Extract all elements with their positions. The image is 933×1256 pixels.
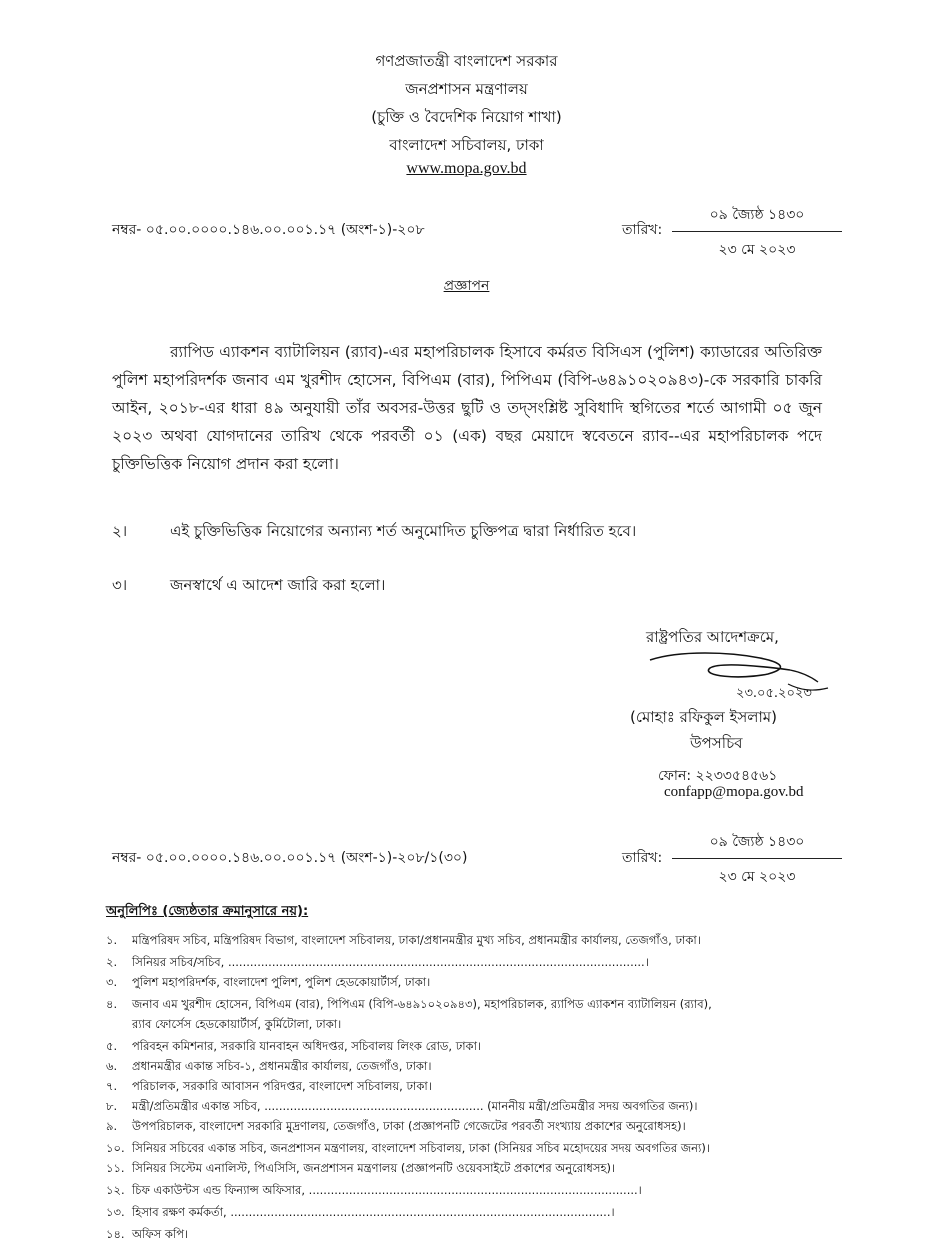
item2-text: এই চুক্তিভিত্তিক নিয়োগের অন্যান্য শর্ত অনুমোদিত চুক্তিপত্র দ্বারা নির্ধারিত হবে। — [170, 522, 637, 540]
list-item: ১৪. অফিস কপি। — [106, 1227, 189, 1241]
document-title: প্রজ্ঞাপন — [443, 278, 490, 294]
signatory-designation: উপসচিব — [690, 734, 743, 752]
signatory-name: (মোহাঃ রফিকুল ইসলাম) — [630, 708, 777, 726]
list-item: ১২. চিফ একাউন্টস এন্ড ফিন্যান্স অফিসার, ..........................................................................................। — [106, 1183, 642, 1197]
signature-date: ২৩.০৫.২০২৩ — [736, 686, 812, 701]
list-item: ৫. পরিবহন কমিশনার, সরকারি যানবাহন অধিদপ্তর, সচিবালয় লিংক রোড, ঢাকা। — [106, 1039, 482, 1053]
list-item: ১. মন্ত্রিপরিষদ সচিব, মন্ত্রিপরিষদ বিভাগ, বাংলাদেশ সচিবালয়, ঢাকা/প্রধানমন্ত্রীর মুখ্য সচিব, প্রধানমন্ত্রীর কার্যালয়, তেজগাঁও, ঢাকা। — [106, 933, 701, 947]
list-item: ৭. পরিচালক, সরকারি আবাসন পরিদপ্তর, বাংলাদেশ সচিবালয়, ঢাকা। — [106, 1079, 432, 1093]
main-paragraph: র‍্যাপিড এ্যাকশন ব্যাটালিয়ন (র‍্যাব)-এর মহাপরিচালক হিসাবে কর্মরত বিসিএস (পুলিশ) ক্যাডারের অতিরিক্ত পুলিশ মহাপরিদর্শক জনাব এম খুরশীদ হোসেন, বিপিএম (বার), পিপিএম (বিপি-৬৪৯১০২০৯৪৩)-কে সরকারি চাকরি আইন, ২০১৮-এর ধারা ৪৯ অনুযায়ী তাঁর অবসর-উত্তর ছুটি ও তদ্‌সংশ্লিষ্ট সুবিধাদি স্থগিতের শর্তে আগামী ০৫ জুন ২০২৩ অথবা যোগদানের তারিখ থেকে পরবর্তী ০১ (এক) বছর মেয়াদে স্ববেতনে র‍্যাব--এর মহাপরিচালক পদে চুক্তিভিত্তিক নিয়োগ প্রদান করা হলো। — [112, 343, 822, 473]
item3-text: জনস্বার্থে এ আদেশ জারি করা হলো। — [170, 576, 386, 594]
memo2-date-bangla: ০৯ জ্যৈষ্ঠ ১৪৩০ — [672, 830, 842, 859]
website-link[interactable]: www.mopa.gov.bd — [406, 160, 527, 177]
wing-title: (চুক্তি ও বৈদেশিক নিয়োগ শাখা) — [371, 108, 562, 126]
item3-number: ৩। — [112, 576, 128, 594]
list-item: ১৩. হিসাব রক্ষণ কর্মকর্তা, ........................................................................................................। — [106, 1205, 615, 1219]
signatory-phone: ফোন: ২২৩৩৫৪৫৬১ — [658, 768, 778, 784]
list-item: র‍্যাব ফোর্সেস হেডকোয়ার্টার্স, কুর্মিটোলা, ঢাকা। — [132, 1017, 342, 1031]
memo2-date-english: ২৩ মে ২০২৩ — [718, 869, 796, 885]
item2-number: ২। — [112, 522, 128, 540]
list-item: ১১. সিনিয়র সিস্টেম এনালিস্ট, পিএসিসি, জনপ্রশাসন মন্ত্রণালয় (প্রজ্ঞাপনটি ওয়েবসাইটে প্রকাশের অনুরোধসহ)। — [106, 1161, 616, 1175]
list-item: ৯. উপপরিচালক, বাংলাদেশ সরকারি মুদ্রণালয়, তেজগাঁও, ঢাকা (প্রজ্ঞাপনটি গেজেটের পরবর্তী সংখ্যায় প্রকাশের অনুরোধসহ)। — [106, 1119, 686, 1133]
list-item: ৩. পুলিশ মহাপরিদর্শক, বাংলাদেশ পুলিশ, পুলিশ হেডকোয়ার্টার্স, ঢাকা। — [106, 975, 431, 989]
date-english: ২৩ মে ২০২৩ — [718, 242, 796, 258]
memo-date — [672, 203, 842, 262]
list-item: ৮. মন্ত্রী/প্রতিমন্ত্রীর একান্ত সচিব, ............................................................ (মাননীয় মন্ত্রী/প্রতিমন্ত্রীর সদয় অবগতির জন্য)। — [106, 1099, 698, 1113]
memo2-date — [672, 830, 842, 889]
memo-number: নম্বর- ০৫.০০.০০০০.১৪৬.০০.০০১.১৭ (অংশ-১)-২০৮ — [112, 222, 425, 238]
list-item: ২. সিনিয়র সচিব/সচিব, ..................................................................................................................। — [106, 955, 649, 969]
president-order-line: রাষ্ট্রপতির আদেশক্রমে, — [646, 628, 779, 646]
list-item: ১০. সিনিয়র সচিবের একান্ত সচিব, জনপ্রশাসন মন্ত্রণালয়, বাংলাদেশ সচিবালয়, ঢাকা (সিনিয়র সচিব মহোদয়ের সদয় অবগতির জন্য)। — [106, 1141, 710, 1155]
location-title: বাংলাদেশ সচিবালয়, ঢাকা — [389, 136, 544, 154]
date-bangla: ০৯ জ্যৈষ্ঠ ১৪৩০ — [672, 203, 842, 232]
ministry-title: জনপ্রশাসন মন্ত্রণালয় — [405, 80, 528, 98]
memo2-number: নম্বর- ০৫.০০.০০০০.১৪৬.০০.০০১.১৭ (অংশ-১)-২০৮/১(৩০) — [112, 850, 468, 866]
copy-list-heading: অনুলিপিঃ (জ্যেষ্ঠতার ক্রমানুসারে নয়): — [106, 904, 309, 919]
government-title: গণপ্রজাতন্ত্রী বাংলাদেশ সরকার — [375, 52, 558, 70]
signatory-email[interactable]: confapp@mopa.gov.bd — [664, 784, 804, 800]
list-item: ৬. প্রধানমন্ত্রীর একান্ত সচিব-১, প্রধানমন্ত্রীর কার্যালয়, তেজগাঁও, ঢাকা। — [106, 1059, 432, 1073]
date-label: তারিখ: — [622, 222, 663, 238]
memo2-date-label: তারিখ: — [622, 850, 663, 866]
list-item: ৪. জনাব এম খুরশীদ হোসেন, বিপিএম (বার), পিপিএম (বিপি-৬৪৯১০২০৯৪৩), মহাপরিচালক, র‍্যাপিড এ্যাকশন ব্যাটালিয়ন (র‍্যাব), — [106, 997, 712, 1011]
